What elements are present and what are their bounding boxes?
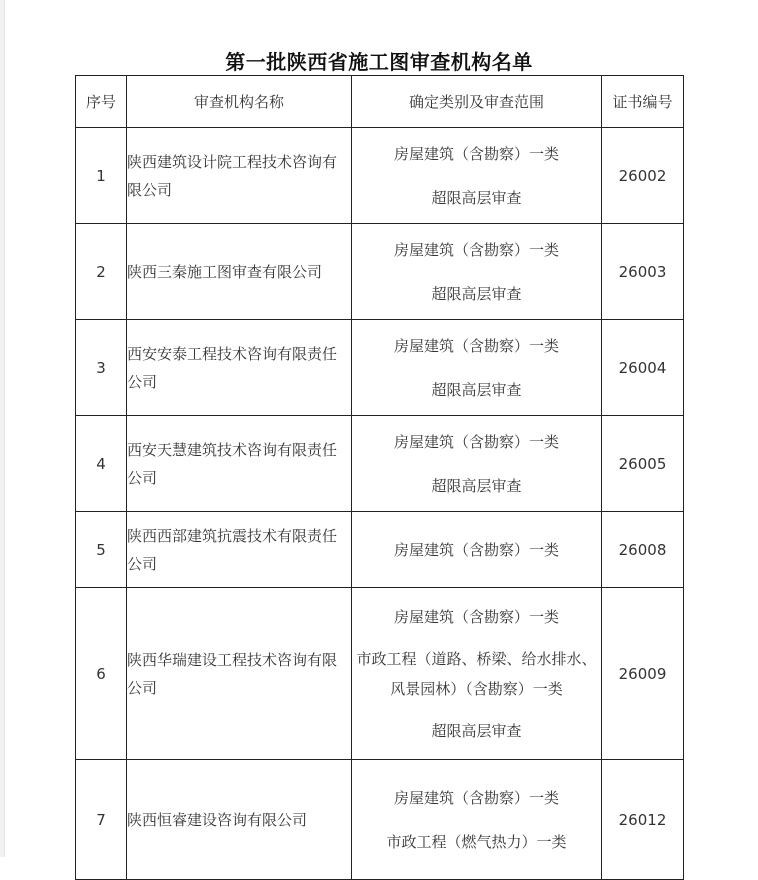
cell-serial-number: 3 xyxy=(76,320,127,416)
table-header-row xyxy=(76,76,684,128)
header-serial-number: 序号 xyxy=(76,76,127,128)
scope-item: 超限高层审查 xyxy=(431,380,522,399)
header-certificate-number: 证书编号 xyxy=(602,76,684,128)
cell-certificate-number: 26009 xyxy=(602,588,684,760)
table-row xyxy=(76,512,684,588)
cell-certificate-number: 26003 xyxy=(602,224,684,320)
cell-institution-name: 陕西西部建筑抗震技术有限责任公司 xyxy=(127,512,352,588)
scope-item: 超限高层审查 xyxy=(431,721,522,740)
table-row xyxy=(76,588,684,760)
cell-certificate-number: 26002 xyxy=(602,128,684,224)
table-row xyxy=(76,416,684,512)
scope-item: 房屋建筑（含勘察）一类 xyxy=(393,240,559,259)
cell-serial-number: 6 xyxy=(76,588,127,760)
table-row xyxy=(76,320,684,416)
cell-institution-name: 陕西三秦施工图审查有限公司 xyxy=(127,224,352,320)
cell-institution-name: 西安天慧建筑技术咨询有限责任公司 xyxy=(127,416,352,512)
cell-institution-name: 西安安泰工程技术咨询有限责任公司 xyxy=(127,320,352,416)
cell-scope xyxy=(352,760,602,880)
cell-serial-number: 5 xyxy=(76,512,127,588)
cell-certificate-number: 26012 xyxy=(602,760,684,880)
table-row xyxy=(76,128,684,224)
header-institution-name: 审查机构名称 xyxy=(127,76,352,128)
scope-item: 超限高层审查 xyxy=(431,284,522,303)
cell-scope xyxy=(352,588,602,760)
cell-certificate-number: 26005 xyxy=(602,416,684,512)
cell-serial-number: 4 xyxy=(76,416,127,512)
cell-serial-number: 1 xyxy=(76,128,127,224)
page-edge xyxy=(0,0,5,857)
scope-item: 房屋建筑（含勘察）一类 xyxy=(393,432,559,451)
scope-item: 房屋建筑（含勘察）一类 xyxy=(393,144,559,163)
cell-institution-name: 陕西恒睿建设咨询有限公司 xyxy=(127,760,352,880)
cell-scope xyxy=(352,320,602,416)
cell-scope xyxy=(352,224,602,320)
table-row xyxy=(76,760,684,880)
cell-scope xyxy=(352,416,602,512)
page-title: 第一批陕西省施工图审查机构名单 xyxy=(225,50,533,74)
scope-item: 市政工程（燃气热力）一类 xyxy=(386,832,567,851)
scope-item: 超限高层审查 xyxy=(431,188,522,207)
scope-item: 市政工程（道路、桥梁、给水排水、风景园林）（含勘察）一类 xyxy=(356,649,597,698)
institution-table xyxy=(75,75,684,880)
cell-scope xyxy=(352,512,602,588)
cell-serial-number: 2 xyxy=(76,224,127,320)
cell-institution-name: 陕西华瑞建设工程技术咨询有限公司 xyxy=(127,588,352,760)
cell-scope xyxy=(352,128,602,224)
scope-item: 房屋建筑（含勘察）一类 xyxy=(393,540,559,559)
cell-certificate-number: 26008 xyxy=(602,512,684,588)
scope-item: 房屋建筑（含勘察）一类 xyxy=(393,788,559,807)
header-category-scope: 确定类别及审查范围 xyxy=(352,76,602,128)
scope-item: 房屋建筑（含勘察）一类 xyxy=(393,336,559,355)
table-row xyxy=(76,224,684,320)
scope-item: 房屋建筑（含勘察）一类 xyxy=(393,607,559,626)
scope-item: 超限高层审查 xyxy=(431,476,522,495)
cell-institution-name: 陕西建筑设计院工程技术咨询有限公司 xyxy=(127,128,352,224)
cell-certificate-number: 26004 xyxy=(602,320,684,416)
cell-serial-number: 7 xyxy=(76,760,127,880)
